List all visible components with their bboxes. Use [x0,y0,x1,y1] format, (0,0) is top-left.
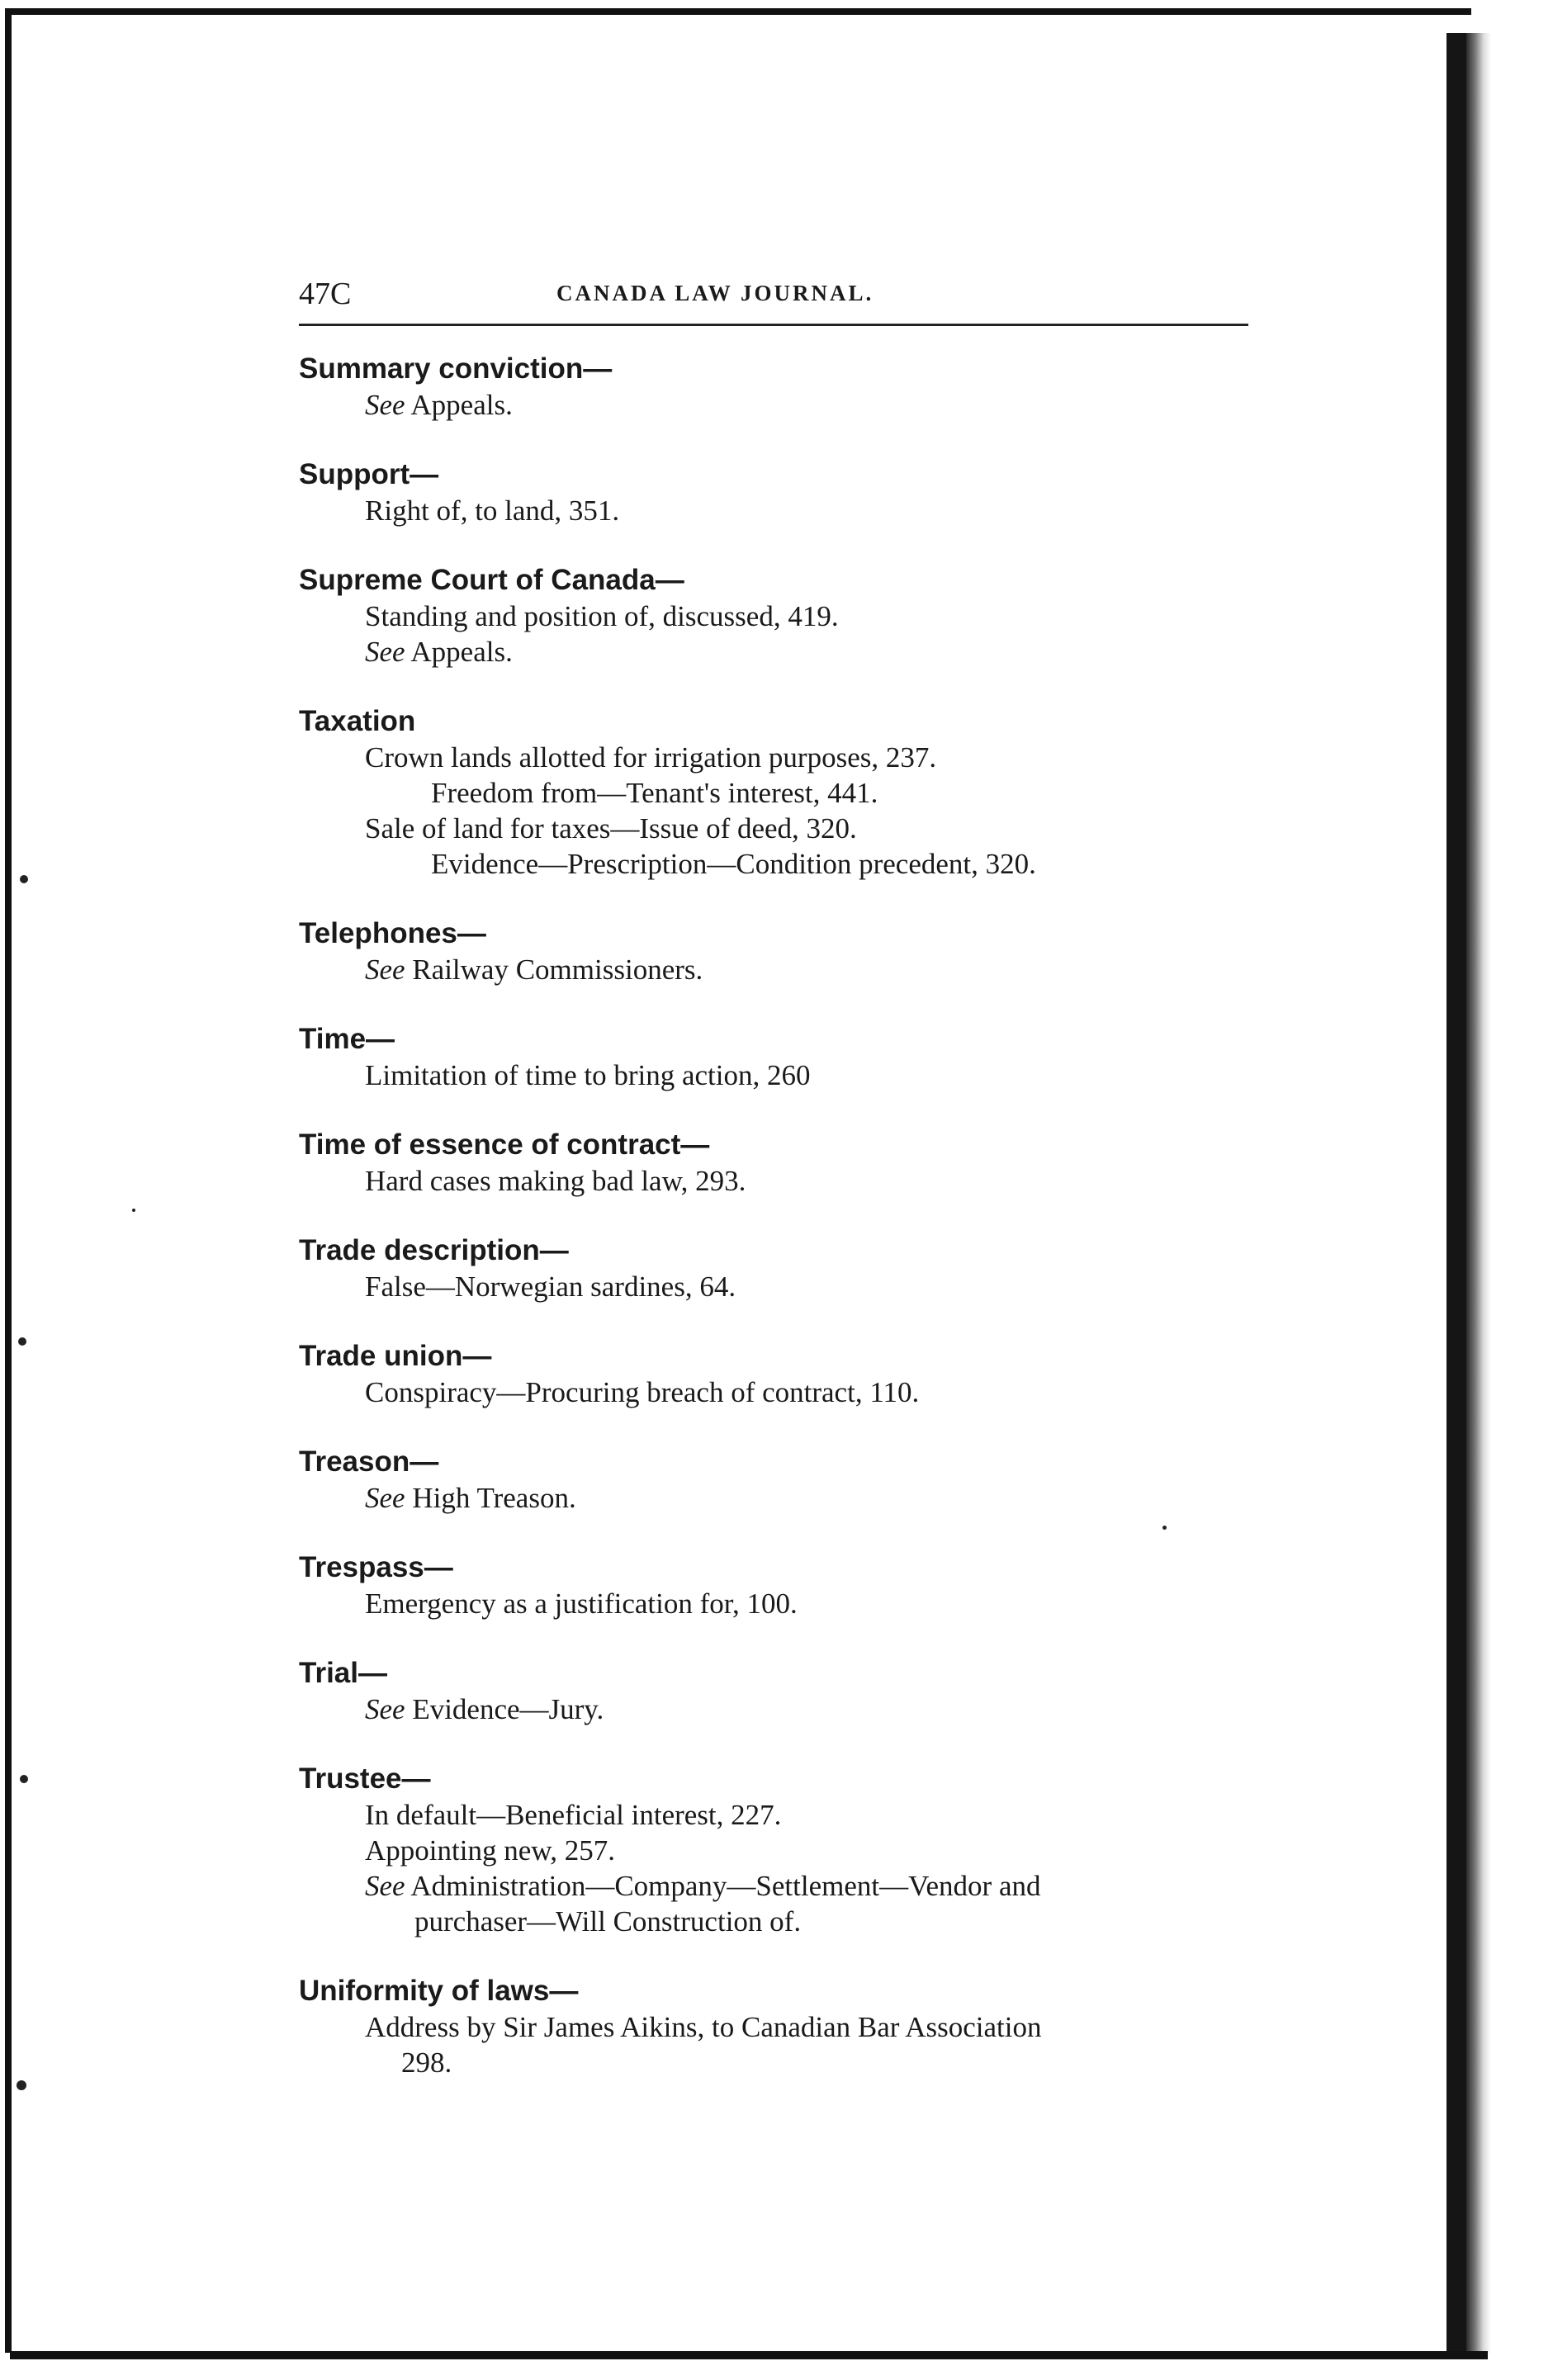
index-entry [299,562,1257,670]
entry-line: Crown lands allotted for irrigation purposes, 237. [365,741,937,774]
scan-speck [18,1337,26,1346]
page-number: 47C [299,277,352,311]
entry-line [299,1692,1257,1727]
entry-line-text: Appeals. [405,636,513,668]
scan-border-left [5,8,12,2353]
entry-line-text: Administration—Company—Settlement—Vendor and [405,1870,1041,1902]
entry-line-text: High Treason. [405,1482,576,1514]
see-reference: See [365,1482,405,1514]
entry-line: False—Norwegian sardines, 64. [365,1270,736,1303]
entry-line: Conspiracy—Procuring breach of contract, 110. [365,1376,920,1408]
entry-line: Sale of land for taxes—Issue of deed, 320. [365,812,857,845]
scan-speck [20,875,28,883]
entry-line: Hard cases making bad law, 293. [365,1165,746,1197]
entry-continuation-line: purchaser—Will Construction of. [414,1905,802,1938]
entry-line: Standing and position of, discussed, 419. [365,600,839,632]
entry-line: Limitation of time to bring action, 260 [365,1059,811,1091]
entry-heading: Trade union— [299,1340,492,1372]
index-entry [299,1550,1257,1621]
see-reference: See [365,1693,405,1725]
index-entry [299,457,1257,528]
entry-heading: Telephones— [299,917,486,949]
index-entry [299,1021,1257,1093]
entry-heading: Trial— [299,1657,387,1689]
index-entry [299,1761,1257,1939]
entry-line: Address by Sir James Aikins, to Canadian Bar Association [365,2011,1042,2043]
entry-heading: Trespass— [299,1551,453,1583]
entry-line [299,952,1257,987]
entry-line-text: Railway Commissioners. [405,953,703,986]
entry-heading: Taxation [299,705,416,737]
entry-heading: Time of essence of contract— [299,1128,710,1161]
see-reference: See [365,636,405,668]
entry-heading: Trustee— [299,1763,431,1795]
entry-subline: Evidence—Prescription—Condition precedent, 320. [431,848,1036,880]
see-reference: See [365,389,405,421]
page-header [299,266,1248,315]
entry-continuation-line: 298. [401,2046,452,2079]
entry-line [299,1480,1257,1516]
entry-heading: Support— [299,458,439,490]
entry-heading: Trade description— [299,1234,569,1266]
scan-speck [17,2080,26,2090]
entry-line-text: Appeals. [405,389,513,421]
index-entry [299,351,1257,423]
entry-line: Right of, to land, 351. [365,494,620,527]
index-entry [299,1127,1257,1199]
entry-heading: Summary conviction— [299,353,613,385]
running-title: CANADA LAW JOURNAL. [556,281,874,305]
entry-line: In default—Beneficial interest, 227. [365,1799,782,1831]
index-entry [299,1655,1257,1727]
entry-subline: Freedom from—Tenant's interest, 441. [431,777,878,809]
index-list [299,351,1257,2114]
index-entry [299,703,1257,882]
header-rule [299,324,1248,326]
entry-line [299,634,1257,670]
index-entry [299,1233,1257,1304]
entry-line-text: Evidence—Jury. [405,1693,604,1725]
entry-heading: Treason— [299,1446,439,1478]
scan-border-top [10,8,1471,15]
index-entry [299,916,1257,987]
scan-border-bottom [10,2351,1488,2359]
entry-heading: Time— [299,1023,395,1055]
entry-line [299,1868,1257,1904]
entry-heading: Uniformity of laws— [299,1975,579,2007]
scan-speck [132,1209,135,1212]
index-entry [299,1973,1257,2080]
scan-border-right-edge [1466,33,1491,2353]
entry-line [299,387,1257,423]
see-reference: See [365,1870,405,1902]
see-reference: See [365,953,405,986]
entry-line: Emergency as a justification for, 100. [365,1587,798,1620]
entry-line: Appointing new, 257. [365,1834,615,1867]
index-entry [299,1338,1257,1410]
scan-border-right [1446,33,1466,2353]
index-entry [299,1444,1257,1516]
entry-heading: Supreme Court of Canada— [299,564,684,596]
scan-speck [20,1775,28,1783]
